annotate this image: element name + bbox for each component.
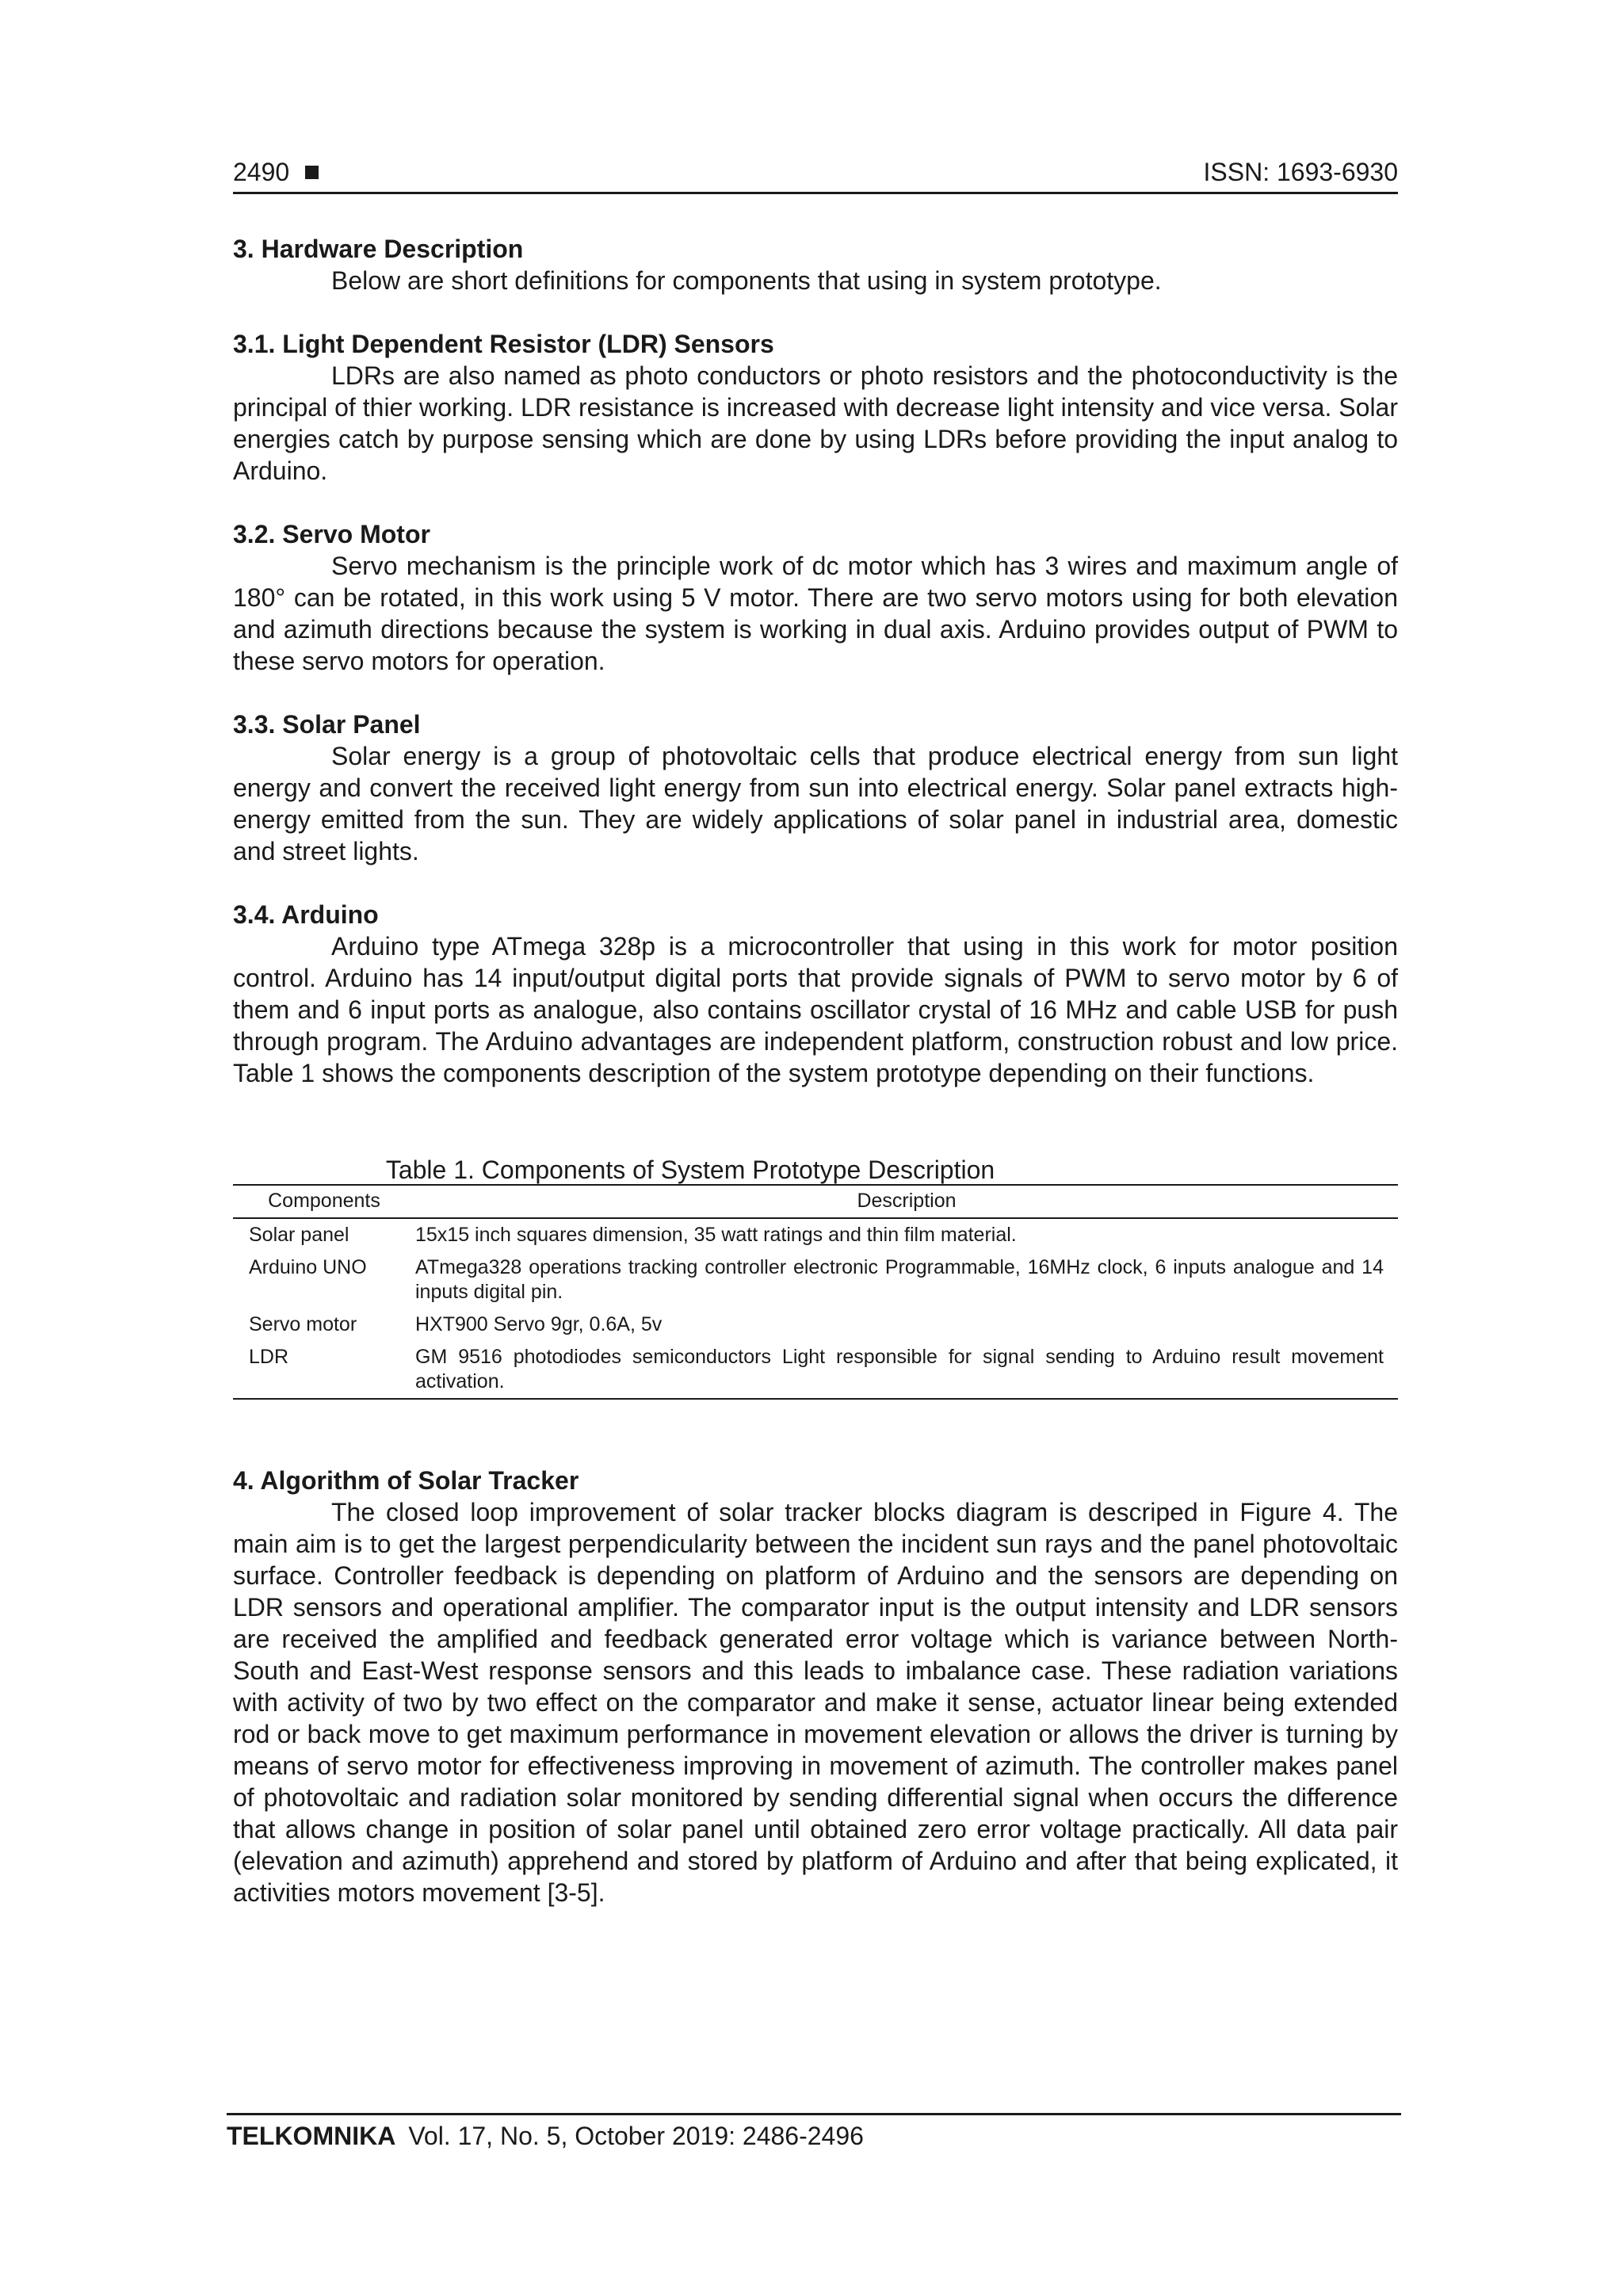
column-header-components: Components [233,1185,415,1218]
table-cell-component: Servo motor [249,1313,357,1335]
table-cell-description: ATmega328 operations tracking controller electronic Programmable, 16MHz clock, 6 inputs analogue and 14 inputs digital pin. [415,1256,1384,1303]
table-row [233,1341,1398,1399]
section-3-1 [233,328,1398,487]
table-row [233,1308,1398,1341]
section-title: 3.4. Arduino [233,900,379,929]
section-3-2 [233,518,1398,677]
section-body: Solar energy is a group of photovoltaic cells that produce electrical energy from sun light energy and convert the received light energy from sun into electrical energy. Solar panel extracts high-energy emitted from the sun. They are widely applications of solar panel in industrial area, domestic and street lights. [233,742,1398,865]
section-4 [233,1465,1398,1908]
table-row [233,1218,1398,1251]
table-header-row [233,1185,1398,1218]
table-cell-description: HXT900 Servo 9gr, 0.6A, 5v [415,1313,663,1335]
table-caption: Table 1. Components of System Prototype Description [385,1156,995,1184]
section-3-3 [233,709,1398,867]
table-cell-component: Arduino UNO [249,1256,367,1278]
section-body: Arduino type ATmega 328p is a microcontroller that using in this work for motor position control. Arduino has 14 input/output digital ports that provide signals of PWM to servo motor by 6 of them and 6 input ports as analogue, also contains oscillator crystal of 16 MHz and cable USB for push through program. The Arduino advantages are independent platform, construction robust and low price. Table 1 shows the components description of the system prototype depending on their functions. [233,932,1398,1087]
section-title: 3.3. Solar Panel [233,710,421,739]
section-title: 3.2. Servo Motor [233,520,430,548]
section-body: LDRs are also named as photo conductors or photo resistors and the photoconductivity is the principal of thier working. LDR resistance is increased with decrease light intensity and vice versa. Solar energies catch by purpose sensing which are done by using LDRs before providing the input analog to Arduino. [233,361,1398,485]
column-header-description: Description [415,1185,1398,1218]
table-cell-component: Solar panel [249,1224,349,1246]
citation: Vol. 17, No. 5, October 2019: 2486-2496 [408,2122,864,2150]
section-title: 3.1. Light Dependent Resistor (LDR) Sensors [233,330,774,358]
page-header [233,155,1398,194]
section-body: Below are short definitions for components that using in system prototype. [331,266,1162,295]
page-footer [227,2113,1401,2152]
square-bullet-icon [305,166,319,179]
table-cell-description: GM 9516 photodiodes semiconductors Light responsible for signal sending to Arduino result movement activation. [415,1341,1398,1399]
issn: ISSN: 1693-6930 [1203,158,1398,186]
section-body: Servo mechanism is the principle work of dc motor which has 3 wires and maximum angle of 180° can be rotated, in this work using 5 V motor. There are two servo motors using for both elevation and azimuth directions because the system is working in dual axis. Arduino provides output of PWM to these servo motors for operation. [233,552,1398,675]
table-row [233,1251,1398,1308]
section-3 [233,233,1398,296]
table-cell-description: 15x15 inch squares dimension, 35 watt ratings and thin film material. [415,1224,1017,1246]
journal-name: TELKOMNIKA [227,2122,396,2150]
components-table [233,1184,1398,1400]
section-3-4 [233,899,1398,1089]
section-body: The closed loop improvement of solar tracker blocks diagram is descriped in Figure 4. The main aim is to get the largest perpendicularity between the incident sun rays and the panel photovoltaic surface. Controller feedback is depending on platform of Arduino and the sensors are depending on LDR sensors and operational amplifier. The comparator input is the output intensity and LDR sensors are received the amplified and feedback generated error voltage which is variance between North-South and East-West response sensors and this leads to imbalance case. These radiation variations with activity of two by two effect on the comparator and make it sense, actuator linear being extended rod or back move to get maximum performance in movement elevation or allows the driver is turning by means of servo motor for effectiveness improving in movement of azimuth. The controller makes panel of photovoltaic and radiation solar monitored by sending differential signal when occurs the difference that allows change in position of solar panel until obtained zero error voltage practically. All data pair (elevation and azimuth) apprehend and stored by platform of Arduino and after that being explicated, it activities motors movement [3-5]. [233,1498,1398,1907]
section-title: 4. Algorithm of Solar Tracker [233,1466,579,1495]
table-cell-component: LDR [233,1341,415,1399]
section-title: 3. Hardware Description [233,235,524,263]
page-content [233,233,1398,1940]
page-number: 2490 [233,158,290,186]
header-left [233,155,319,189]
